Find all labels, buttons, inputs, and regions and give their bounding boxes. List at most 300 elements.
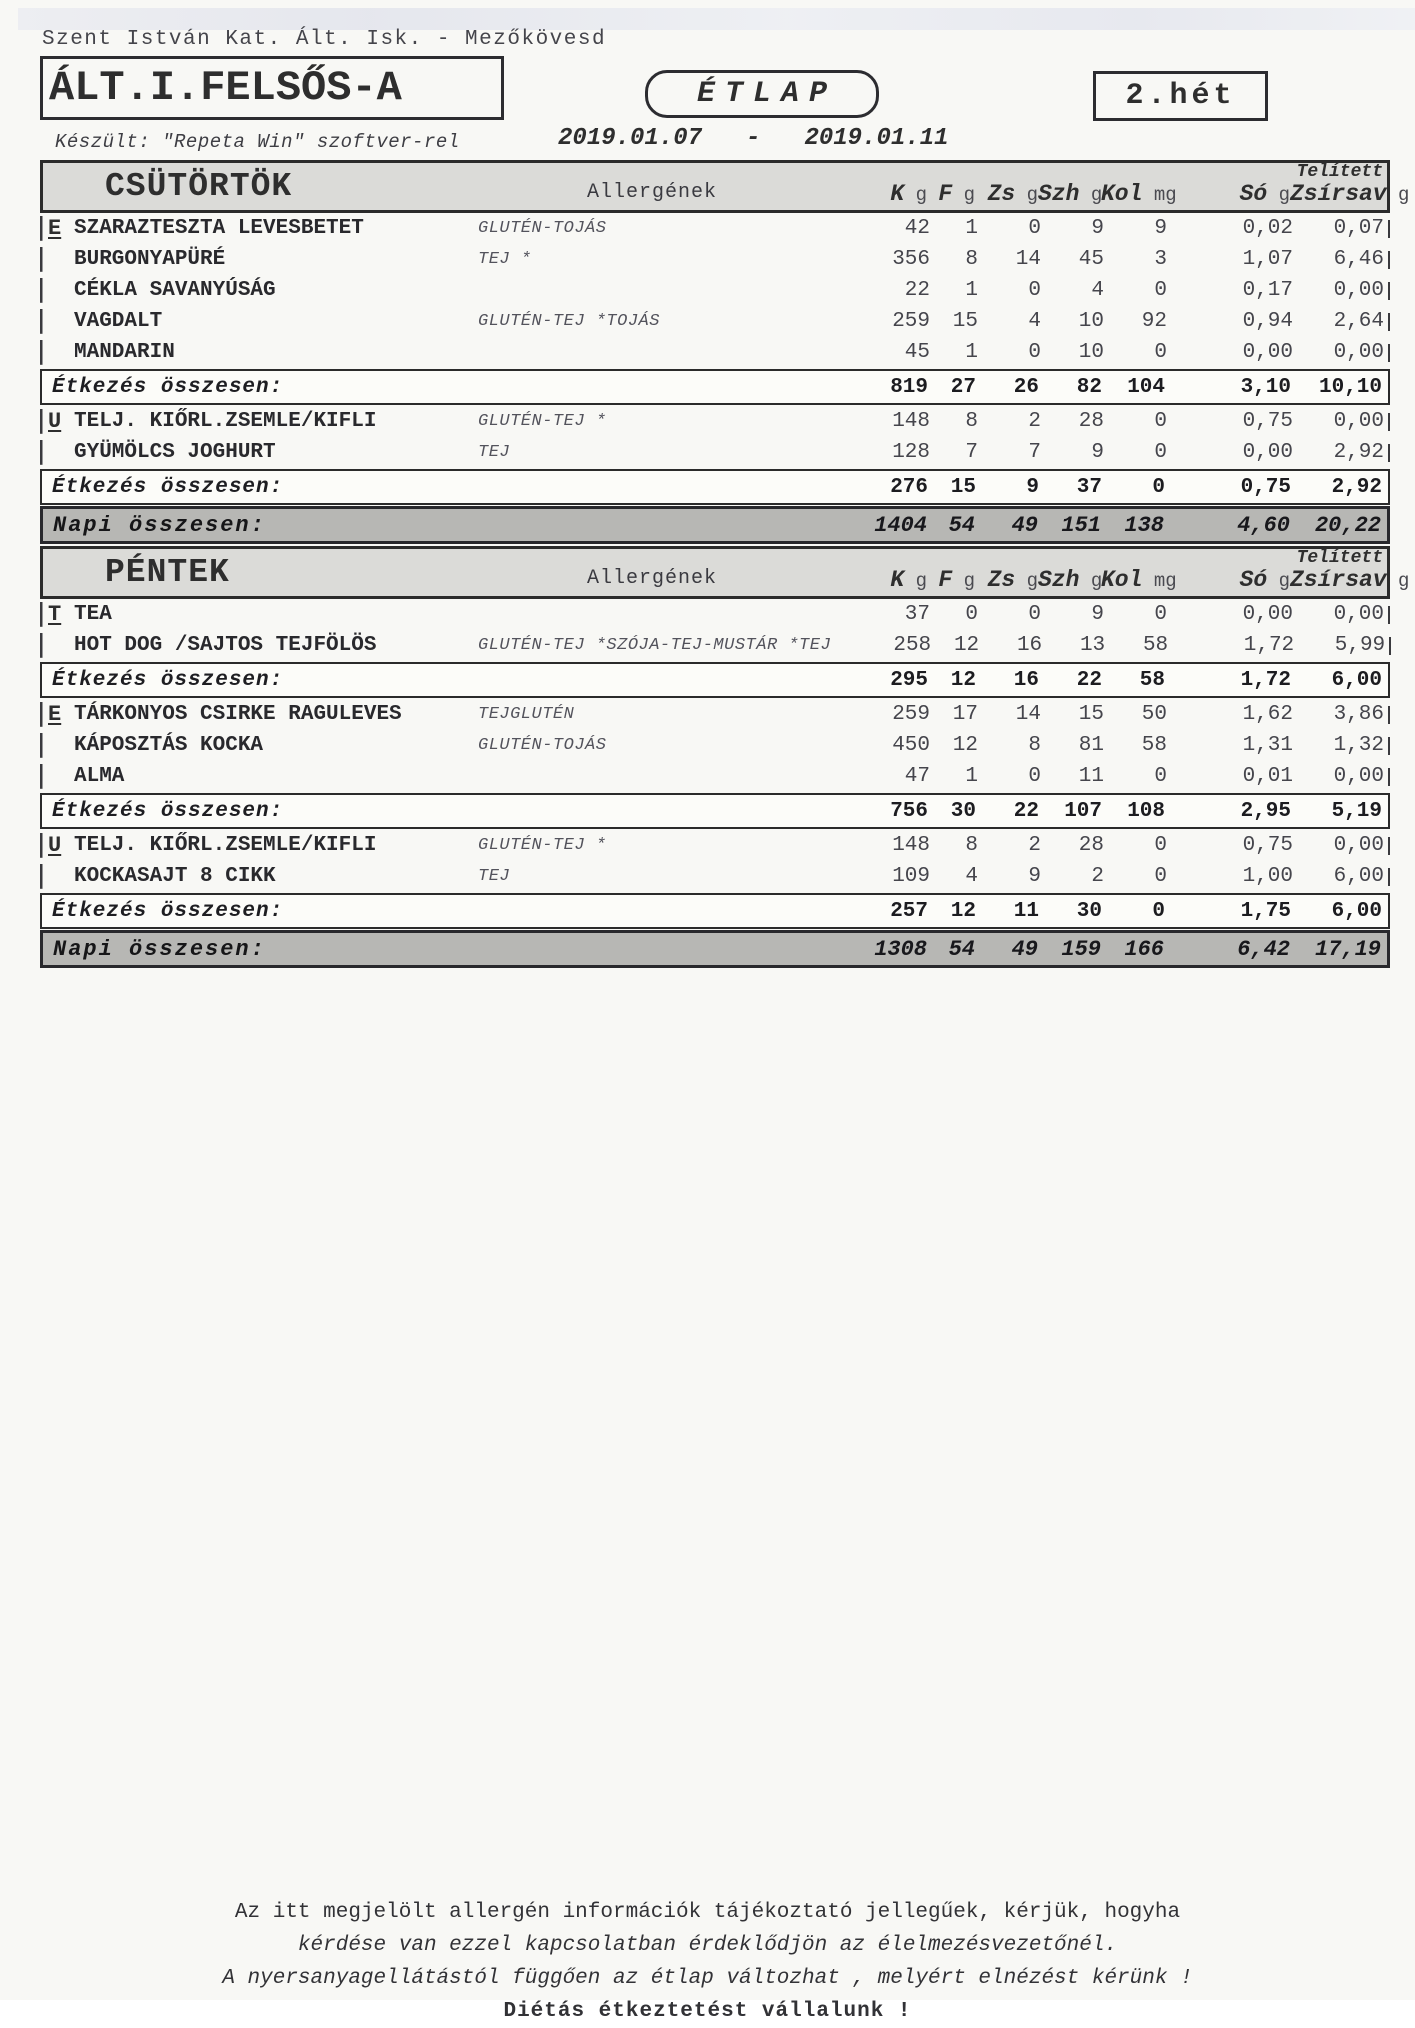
allergen-list: GLUTÉN-TOJÁS [478,219,607,238]
allergen-list: GLUTÉN-TOJÁS [478,736,607,755]
meal-total-value: 6,00 [1331,668,1382,692]
meal-total-row [40,469,1390,505]
column-unit: g [1267,570,1290,592]
allergen-list: GLUTÉN-TEJ *SZÓJA-TEJ-MUSTÁR *TEJ [478,636,832,655]
class-name: ÁLT.I.FELSŐS-A [49,64,402,112]
nutrient-value: 45 [904,341,930,364]
nutrient-value: 1,62 [1242,703,1293,726]
meal-marker [40,830,74,861]
nutrient-value: 1,32 [1293,734,1390,757]
meal-marker [40,244,74,275]
menu-title: ÉTLAP [696,77,837,111]
daily-total-value: 54 [948,512,975,538]
meal-total-value: 295 [890,668,928,692]
allergens-column-header: Allergének [586,181,718,204]
daily-total-value: 151 [1061,512,1101,538]
menu-item-row [40,630,1390,661]
food-name: TELJ. KIŐRL.ZSEMLE/KIFLI [74,410,377,433]
food-name: ALMA [74,765,125,788]
allergen-list: TEJGLUTÉN [478,705,575,724]
meal-marker [40,213,74,244]
column-header-over-label: Telített [1296,548,1383,568]
food-name: TEA [74,603,112,626]
nutrient-value: 28 [1078,834,1104,857]
nutrient-value: 1,72 [1243,634,1295,657]
nutrient-value: 9 [1091,441,1104,464]
nutrient-value: 2,64 [1293,310,1390,333]
daily-total-value: 6,42 [1237,936,1290,962]
nutrient-value: 0 [1028,603,1041,626]
meal-total-value: 30 [1076,899,1102,923]
nutrient-value: 0 [1154,441,1167,464]
column-label: Kol [1101,181,1143,207]
footer-line-4: Diétás étkeztetést vállalunk ! [503,2000,912,2023]
nutrient-value: 14 [1015,703,1041,726]
nutrient-value: 0 [1028,279,1041,302]
column-label: K [890,567,905,593]
daily-total-row [40,506,1390,544]
meal-total-value: 3,10 [1240,375,1291,399]
nutrient-value: 58 [1142,634,1169,657]
column-label: K [890,181,905,207]
allergen-list: TEJ [478,443,511,462]
nutrient-value: 81 [1078,734,1104,757]
nutrient-value: 12 [952,734,978,757]
nutrient-value: 7 [1028,441,1041,464]
meal-total-label: Étkezés összesen: [52,375,284,399]
nutrient-value: 45 [1078,248,1104,271]
nutrient-value: 0 [1154,765,1167,788]
nutrient-value: 8 [965,834,978,857]
meal-marker-letter: U [48,409,62,434]
nutrient-value: 9 [1091,603,1104,626]
meal-total-value: 82 [1076,375,1102,399]
nutrient-value: 109 [892,865,930,888]
nutrient-value: 258 [893,634,932,657]
meal-total-value: 30 [950,799,976,823]
nutrient-value: 0 [1028,765,1041,788]
nutrient-column-header [1038,183,1101,210]
nutrient-value: 0,07 [1293,217,1390,240]
column-header-line [975,183,1038,206]
menu-item-row [40,406,1390,437]
nutrient-value: 3 [1154,248,1167,271]
software-credit: Készült: "Repeta Win" szoftver-rel [55,131,460,153]
column-label: Zs [987,181,1016,207]
day-name: PÉNTEK [105,554,230,591]
nutrient-value: 0,00 [1242,603,1293,626]
food-name: CÉKLA SAVANYÚSÁG [74,279,276,302]
meal-total-value: 257 [890,899,928,923]
column-unit: g [1015,184,1038,206]
nutrient-value: 128 [892,441,930,464]
column-unit: g [952,570,975,592]
nutrient-value: 15 [952,310,978,333]
column-header-line [1101,181,1177,207]
daily-total-value: 54 [948,936,975,962]
menu-item-row [40,699,1390,730]
nutrient-value: 0,00 [1293,834,1390,857]
nutrient-value: 0,01 [1242,765,1293,788]
daily-total-label: Napi összesen: [53,936,266,962]
menu-table [40,160,1410,970]
nutrient-value: 17 [952,703,978,726]
nutrient-value: 2 [1091,865,1104,888]
meal-marker [40,437,74,468]
column-header-line [1290,567,1410,593]
nutrient-value: 0 [1154,834,1167,857]
nutrient-column-header [1164,183,1290,210]
food-name: MANDARIN [74,341,175,364]
menu-item-row [40,306,1390,337]
nutrient-value: 0,00 [1293,603,1390,626]
nutrient-value: 92 [1141,310,1167,333]
meal-total-label: Étkezés összesen: [52,799,284,823]
nutrient-value: 1 [965,341,978,364]
column-unit: g [904,184,927,206]
meal-total-value: 11 [1013,899,1039,923]
nutrient-value: 0,00 [1293,410,1390,433]
nutrient-column-header [1290,162,1410,210]
nutrient-value: 0 [965,603,978,626]
nutrient-value: 0 [1154,603,1167,626]
column-header-over-label: Telített [1296,162,1383,182]
nutrient-value: 0 [1028,341,1041,364]
footer-line-2: kérdése van ezzel kapcsolatban érdeklődjön az élelmezésvezetőnél. [297,1934,1118,1957]
menu-item-row [40,861,1390,892]
nutrient-value: 356 [892,248,930,271]
nutrient-value: 37 [904,603,930,626]
nutrient-value: 0 [1154,410,1167,433]
nutrient-value: 450 [892,734,930,757]
nutrient-value: 58 [1141,734,1167,757]
food-name: TELJ. KIŐRL.ZSEMLE/KIFLI [74,834,377,857]
footer-line-3: A nyersanyagellátástól függően az étlap változhat , melyért elnézést kérünk ! [222,1967,1193,1990]
daily-total-value: 17,19 [1314,936,1381,962]
daily-total-value: 1404 [874,512,927,538]
nutrient-value: 0 [1154,279,1167,302]
meal-total-value: 9 [1026,475,1039,499]
footer-notes [0,1896,1415,2028]
nutrient-value: 1,00 [1242,865,1293,888]
nutrient-value: 7 [965,441,978,464]
nutrient-value: 2,92 [1293,441,1390,464]
column-unit: g [1079,184,1103,206]
column-header-line [1164,569,1290,592]
nutrient-column-header [827,183,927,210]
nutrient-column-header [1290,548,1410,596]
meal-total-label: Étkezés összesen: [52,899,284,923]
nutrient-value: 1,31 [1242,734,1293,757]
meal-total-value: 2,95 [1240,799,1291,823]
week-box [1093,71,1268,121]
daily-total-value: 166 [1124,936,1164,962]
school-name: Szent István Kat. Ált. Isk. - Mezőkövesd [42,28,607,51]
nutrient-value: 0 [1154,865,1167,888]
nutrient-value: 2 [1028,410,1041,433]
column-label: Zsírsav [1290,181,1387,207]
meal-marker-letter: E [48,702,62,727]
allergen-list: GLUTÉN-TEJ * [478,412,607,431]
meal-total-value: 1,75 [1240,899,1291,923]
meal-total-value: 104 [1127,375,1165,399]
meal-total-value: 819 [890,375,928,399]
meal-marker [40,730,74,761]
nutrient-value: 1 [965,279,978,302]
menu-item-row [40,337,1390,368]
meal-marker [40,275,74,306]
nutrient-value: 10 [1078,310,1104,333]
column-label: F [938,567,953,593]
column-header-line [827,569,927,592]
column-unit: g [1015,570,1038,592]
menu-item-row [40,244,1390,275]
nutrient-value: 50 [1141,703,1167,726]
food-name: HOT DOG /SAJTOS TEJFÖLÖS [74,634,377,657]
nutrient-value: 9 [1154,217,1167,240]
meal-marker [40,306,74,337]
food-name: BURGONYAPÜRÉ [74,248,226,271]
meal-total-value: 15 [950,475,976,499]
meal-total-value: 2,92 [1331,475,1382,499]
column-label: Só [1239,181,1268,207]
nutrient-column-header [975,569,1038,596]
meal-total-row [40,893,1390,929]
column-label: Zs [987,567,1016,593]
daily-total-label: Napi összesen: [53,512,266,538]
meal-marker [40,337,74,368]
nutrient-value: 148 [892,410,930,433]
food-name: SZARAZTESZTA LEVESBETET [74,217,364,240]
nutrient-column-header [1164,569,1290,596]
nutrient-column-header [975,183,1038,210]
column-header-line [1101,567,1177,593]
column-unit: g [904,570,927,592]
column-unit: g [952,184,975,206]
meal-total-label: Étkezés összesen: [52,475,284,499]
column-header-line [827,183,927,206]
scan-artifact-band [18,8,1415,30]
meal-total-value: 10,10 [1318,375,1382,399]
nutrient-value: 8 [965,248,978,271]
date-to: 2019.01.11 [804,125,949,152]
nutrient-value: 10 [1078,341,1104,364]
meal-total-value: 12 [950,899,976,923]
nutrient-value: 15 [1078,703,1104,726]
nutrient-value: 0,00 [1242,441,1293,464]
meal-total-value: 22 [1013,799,1039,823]
meal-total-value: 276 [890,475,928,499]
column-header-line [975,569,1038,592]
allergens-column-header: Allergének [586,567,718,590]
nutrient-value: 4 [1091,279,1104,302]
column-label: Kol [1101,567,1143,593]
nutrient-value: 0,17 [1242,279,1293,302]
meal-marker [40,861,74,892]
nutrient-value: 0,00 [1293,765,1390,788]
nutrient-value: 0,75 [1242,410,1293,433]
meal-marker-letter: T [48,602,62,627]
column-label: Szh [1038,567,1080,593]
nutrient-value: 1 [965,765,978,788]
allergen-list: GLUTÉN-TEJ * [478,836,607,855]
daily-total-value: 49 [1011,936,1038,962]
nutrient-value: 6,46 [1293,248,1390,271]
nutrient-column-header [1101,567,1177,596]
meal-total-value: 16 [1013,668,1039,692]
meal-total-value: 107 [1064,799,1102,823]
column-header-line [1290,181,1410,207]
menu-item-row [40,730,1390,761]
meal-total-row [40,793,1390,829]
daily-total-value: 159 [1061,936,1101,962]
nutrient-value: 47 [904,765,930,788]
meal-total-value: 756 [890,799,928,823]
nutrient-value: 0,02 [1242,217,1293,240]
week-label: 2.hét [1125,79,1236,113]
nutrient-value: 16 [1016,634,1043,657]
food-name: TÁRKONYOS CSIRKE RAGULEVES [74,703,402,726]
daily-total-value: 4,60 [1237,512,1290,538]
day-name: CSÜTÖRTÖK [105,168,293,205]
column-unit: g [1386,184,1410,206]
menu-item-row [40,830,1390,861]
nutrient-value: 0,75 [1242,834,1293,857]
nutrient-value: 2 [1028,834,1041,857]
nutrient-value: 0 [1028,217,1041,240]
meal-total-value: 6,00 [1331,899,1382,923]
column-label: Zsírsav [1290,567,1387,593]
meal-total-value: 27 [950,375,976,399]
column-unit: g [1386,570,1410,592]
menu-item-row [40,213,1390,244]
column-label: Szh [1038,181,1080,207]
allergen-list: GLUTÉN-TEJ *TOJÁS [478,312,660,331]
meal-total-value: 108 [1127,799,1165,823]
nutrient-value: 5,99 [1294,634,1391,657]
nutrient-column-header [1038,569,1101,596]
nutrient-value: 0,00 [1242,341,1293,364]
nutrient-value: 148 [892,834,930,857]
column-header-line [1038,183,1101,206]
column-header-line [1038,569,1101,592]
nutrient-value: 3,86 [1293,703,1390,726]
nutrient-value: 0,00 [1293,279,1390,302]
date-separator: - [746,125,761,152]
nutrient-value: 0,00 [1293,341,1390,364]
nutrient-value: 28 [1078,410,1104,433]
menu-item-row [40,275,1390,306]
meal-marker [40,630,74,661]
nutrient-value: 14 [1015,248,1041,271]
nutrient-value: 259 [892,310,930,333]
meal-total-value: 1,72 [1240,668,1291,692]
meal-total-label: Étkezés összesen: [52,668,284,692]
meal-total-value: 37 [1076,475,1102,499]
day-section-header [40,160,1410,213]
meal-total-row [40,662,1390,698]
nutrient-value: 1 [965,217,978,240]
nutrient-column-header [927,569,975,596]
daily-total-value: 138 [1124,512,1164,538]
food-name: VAGDALT [74,310,163,333]
meal-marker [40,406,74,437]
menu-item-row [40,437,1390,468]
nutrient-value: 1,07 [1242,248,1293,271]
nutrient-value: 0 [1154,341,1167,364]
column-header-line [927,183,975,206]
daily-total-row [40,930,1390,968]
meal-total-value: 0,75 [1240,475,1291,499]
nutrient-value: 8 [1028,734,1041,757]
meal-total-value: 0 [1152,475,1165,499]
food-name: GYÜMÖLCS JOGHURT [74,441,276,464]
meal-total-value: 26 [1013,375,1039,399]
column-header-line [927,569,975,592]
column-unit: g [1079,570,1103,592]
date-from: 2019.01.07 [558,125,703,152]
nutrient-value: 22 [904,279,930,302]
daily-total-value: 20,22 [1314,512,1381,538]
nutrient-value: 4 [965,865,978,888]
column-unit: mg [1142,570,1177,592]
nutrient-value: 12 [953,634,980,657]
nutrient-value: 13 [1079,634,1106,657]
meal-total-value: 5,19 [1331,799,1382,823]
meal-total-value: 12 [950,668,976,692]
menu-item-row [40,761,1390,792]
daily-total-value: 49 [1011,512,1038,538]
nutrient-column-header [927,183,975,210]
meal-marker-letter: U [48,833,62,858]
column-label: F [938,181,953,207]
column-label: Só [1239,567,1268,593]
nutrient-value: 6,00 [1293,865,1390,888]
daily-total-value: 1308 [874,936,927,962]
day-section-header [40,546,1410,599]
nutrient-column-header [1101,181,1177,210]
meal-total-value: 22 [1076,668,1102,692]
food-name: KOCKASAJT 8 CIKK [74,865,276,888]
column-header-line [1164,183,1290,206]
nutrient-value: 11 [1078,765,1104,788]
menu-title-box [645,70,879,118]
nutrient-value: 8 [965,410,978,433]
nutrient-value: 9 [1028,865,1041,888]
meal-marker [40,761,74,792]
class-name-box [40,56,504,120]
nutrient-value: 4 [1028,310,1041,333]
meal-marker-letter: E [48,216,62,241]
meal-marker [40,599,74,630]
allergen-list: TEJ * [478,250,532,269]
menu-item-row [40,599,1390,630]
meal-total-value: 0 [1152,899,1165,923]
column-unit: mg [1142,184,1177,206]
nutrient-value: 259 [892,703,930,726]
food-name: KÁPOSZTÁS KOCKA [74,734,264,757]
nutrient-value: 42 [904,217,930,240]
column-unit: g [1267,184,1290,206]
nutrient-value: 0,94 [1242,310,1293,333]
nutrient-column-header [827,569,927,596]
footer-line-1: Az itt megjelölt allergén információk tájékoztató jellegűek, kérjük, hogyha [234,1901,1181,1924]
meal-marker [40,699,74,730]
nutrient-value: 9 [1091,217,1104,240]
meal-total-value: 58 [1139,668,1165,692]
date-range [558,125,948,152]
meal-total-row [40,369,1390,405]
